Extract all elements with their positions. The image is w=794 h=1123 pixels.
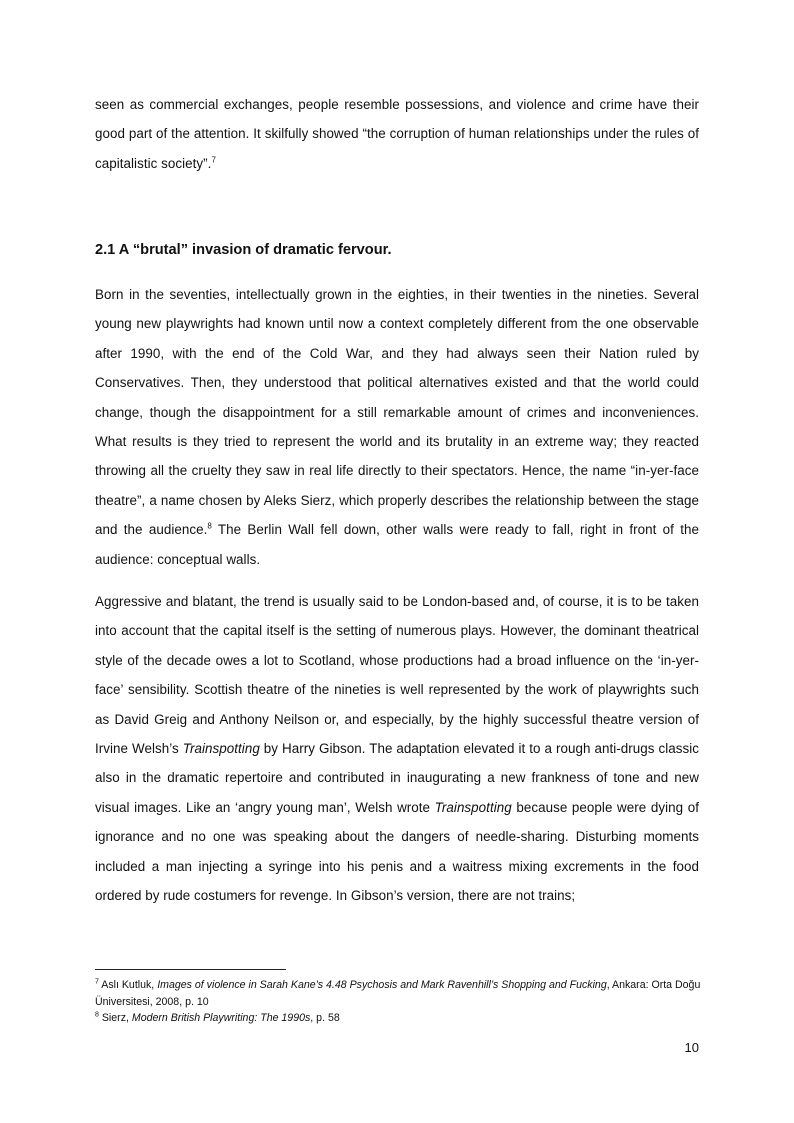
paragraph-3-text-b: by Harry Gibson. The adaptation elevated it to a rough anti-drugs classic also in the dramatic repertoire and contributed in inaugurating a new frankness of tone and new visual images. Like an ‘angry young man’, Welsh wrote <box>95 741 699 815</box>
body-paragraph-1 <box>95 90 699 178</box>
footnote-title: Modern British Playwriting: The 1990s <box>131 1012 311 1024</box>
footnote-source: , p. 58 <box>310 1012 340 1024</box>
body-paragraph-3 <box>95 587 699 910</box>
paragraph-2-text-a: Born in the seventies, intellectually grown in the eighties, in their twenties in the nineties. Several young new playwrights had known until now a context completely different from the one observable after 1990, with the end of the Cold War, and they had always seen their Nation ruled by Conservatives. Then, they understood that political alternatives existed and that the world could change, though the disappointment for a still remarkable amount of crimes and inconveniences. What results is they tried to represent the world and its brutality in an extreme way; they reacted throwing all the cruelty they saw in real life directly to their spectators. Hence, the name “in-yer-face theatre”, a name chosen by Aleks Sierz, which properly describes the relationship between the stage and the audience. <box>95 287 699 538</box>
paragraph-3-text-c: because people were dying of ignorance and no one was speaking about the dangers of needle-sharing. Disturbing moments included a man injecting a syringe into his penis and a waitress mixing excrements in the food ordered by rude costumers for revenge. In Gibson’s version, there are not trains; <box>95 799 700 904</box>
footnote-number: 8 <box>95 1011 99 1019</box>
section-heading: 2.1 A “brutal” invasion of dramatic fervour. <box>95 242 392 258</box>
footnote-ref-8[interactable]: 8 <box>207 521 212 531</box>
footnote-ref-7[interactable]: 7 <box>211 155 216 165</box>
footnote-source: , Ankara: Orta Doğu Üniversitesi, 2008, p. 10 <box>95 979 701 1008</box>
body-paragraph-2 <box>95 280 699 574</box>
page-number: 10 <box>684 1040 699 1055</box>
footnote-number: 7 <box>95 978 99 986</box>
paragraph-3-text-a: Aggressive and blatant, the trend is usually said to be London-based and, of course, it is to be taken into account that the capital itself is the setting of numerous plays. However, the dominant theatrical style of the decade owes a lot to Scotland, whose productions had a broad influence on the ‘in-yer-face’ sensibility. Scottish theatre of the nineties is well represented by the work of playwrights such as David Greig and Anthony Neilson or, and especially, by the highly successful theatre version of Irvine Welsh’s <box>95 594 699 757</box>
paragraph-2-text-b: The Berlin Wall fell down, other walls were ready to fall, right in front of the audience: conceptual walls. <box>95 522 699 567</box>
paragraph-1-text: seen as commercial exchanges, people resemble possessions, and violence and crime have their good part of the attention. It skilfully showed “the corruption of human relationships under the rules of capitalistic society”. <box>95 97 699 171</box>
title-trainspotting-2: Trainspotting <box>434 799 512 815</box>
footnote-7 <box>95 977 715 1010</box>
footnote-author: Aslı Kutluk, <box>98 979 158 991</box>
footnote-title: Images of violence in Sarah Kane’s 4.48 Psychosis and Mark Ravenhill’s Shopping and Fucking <box>157 979 607 991</box>
title-trainspotting-1: Trainspotting <box>182 741 260 757</box>
footnote-separator <box>95 969 286 970</box>
footnote-8 <box>95 1010 715 1027</box>
footnotes <box>95 977 715 1027</box>
footnote-author: Sierz, <box>98 1012 132 1024</box>
